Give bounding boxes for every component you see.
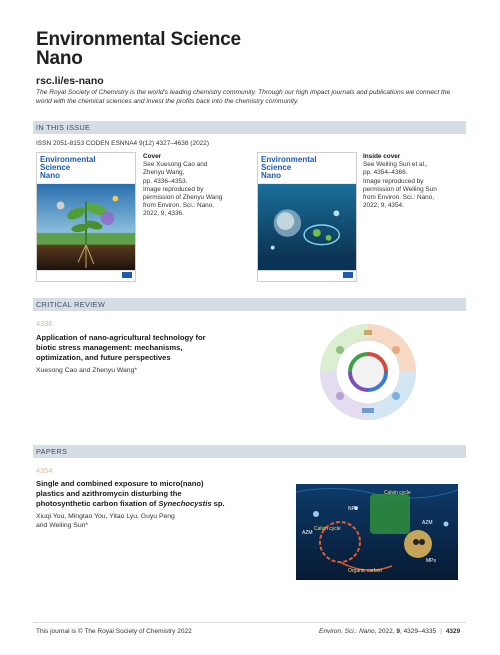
review-graphical-abstract[interactable] <box>318 322 418 422</box>
cover-title: Environmental Science Nano <box>261 155 317 180</box>
page-number: 4329 <box>445 628 461 635</box>
front-cover-image[interactable] <box>36 152 136 282</box>
footer-separator: | <box>440 628 442 635</box>
footer-copyright: This journal is © The Royal Society of Chemistry 2022 <box>36 628 192 635</box>
caption-line: See Weiling Sun et al., <box>363 161 428 169</box>
caption-line: Image reproduced by <box>363 177 424 185</box>
graphic-label: Organic carbon <box>348 568 383 574</box>
graphic-background <box>296 484 458 580</box>
section-label: PAPERS <box>36 447 68 456</box>
caption-line: permission of Zhenyu Wang <box>143 194 223 202</box>
caption-head: Inside cover <box>363 153 401 160</box>
title-segment: photosynthetic carbon fixation of <box>36 499 159 508</box>
title-line: biotic stress management: mechanisms, <box>36 343 183 352</box>
title-species: Synechocystis <box>158 499 212 508</box>
footer-divider <box>33 622 466 623</box>
article-page-number[interactable]: 4336 <box>36 319 53 328</box>
graphic-label: Calvin cycle <box>384 490 411 496</box>
issn-line: ISSN 2051-8153 CODEN ESNNA4 9(12) 4327–4638 (2022) <box>36 140 210 147</box>
graphic-label: AZM <box>302 530 313 536</box>
paper-graphical-abstract[interactable] <box>296 484 458 580</box>
title-line: Application of nano-agricultural technology for <box>36 333 206 342</box>
front-cover-caption <box>143 153 222 219</box>
caption-line: Image reproduced by <box>143 185 204 193</box>
footer-citation <box>319 628 460 635</box>
section-bar-critical-review <box>33 298 466 311</box>
caption-line: pp. 4336–4353. <box>143 177 188 185</box>
journal-url[interactable]: rsc.li/es-nano <box>36 75 104 87</box>
author-line: Xiuqi You, Mingtao You, Yitao Lyu, Guyu Peng <box>36 513 175 520</box>
article-page-number[interactable]: 4354 <box>36 466 53 475</box>
cover-art-underwater <box>258 183 356 271</box>
section-label: IN THIS ISSUE <box>36 123 91 132</box>
cover-title: Environmental Science Nano <box>40 155 96 180</box>
cover-art-plant <box>37 183 135 271</box>
citation-year: , 2022, <box>374 628 397 635</box>
section-bar-papers <box>33 445 466 458</box>
title-line: plastics and azithromycin disturbing the <box>36 489 182 498</box>
article-title[interactable] <box>36 479 286 509</box>
caption-line: permission of Weiling Sun <box>363 185 437 193</box>
caption-line: Zhenyu Wang, <box>143 169 185 177</box>
title-line <box>36 499 286 509</box>
caption-line: from Environ. Sci.: Nano, <box>143 202 215 210</box>
caption-line: pp. 4354–4366. <box>363 169 408 177</box>
caption-line: 2022, 9, 4336. <box>143 210 184 218</box>
title-segment: sp. <box>211 499 225 508</box>
article-authors: Xuesong Cao and Zhenyu Wang* <box>36 367 138 374</box>
journal-title-line2: Nano <box>36 48 83 69</box>
title-line: Single and combined exposure to micro(nano) <box>36 479 204 488</box>
citation-volume: 9 <box>396 628 400 635</box>
article-title[interactable] <box>36 333 276 363</box>
rsc-logo-icon <box>343 272 353 278</box>
inside-cover-caption <box>363 153 437 210</box>
caption-head: Cover <box>143 153 162 160</box>
journal-title <box>36 30 241 68</box>
author-line: and Weiling Sun* <box>36 522 89 529</box>
graphic-label: AZM <box>422 520 433 526</box>
caption-line: See Xuesong Cao and <box>143 161 208 169</box>
graphic-label: NPs <box>348 506 358 512</box>
journal-title-line1: Environmental Science <box>36 29 241 50</box>
caption-line: 2022, 9, 4354. <box>363 202 404 210</box>
section-bar-in-this-issue <box>33 121 466 134</box>
caption-line: from Environ. Sci.: Nano, <box>363 194 435 202</box>
article-authors <box>36 512 175 530</box>
graphic-label: MPs <box>426 558 436 564</box>
graphic-label: Calvin cycle <box>314 526 341 532</box>
title-line: optimization, and future perspectives <box>36 353 171 362</box>
citation-pages: , 4329–4335 <box>399 628 437 635</box>
rsc-logo-icon <box>122 272 132 278</box>
section-label: CRITICAL REVIEW <box>36 300 106 309</box>
citation-journal: Environ. Sci.: Nano <box>319 628 375 635</box>
journal-tagline: The Royal Society of Chemistry is the world's leading chemistry community. Through our high impact journals and publications we connect the world with the chemical sciences and invest the profits back into the chemistry community. <box>36 89 451 105</box>
inside-cover-image[interactable] <box>257 152 357 282</box>
